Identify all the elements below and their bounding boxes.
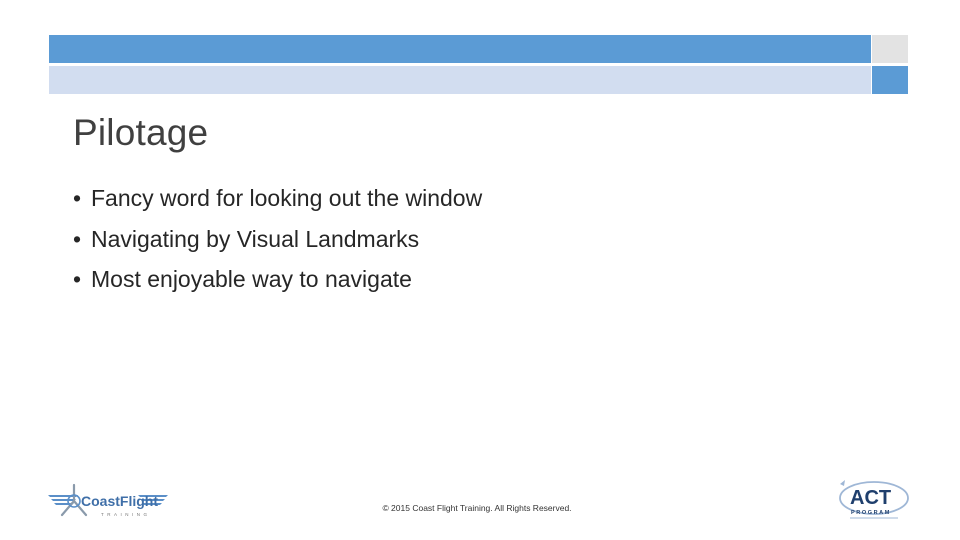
bullet-text: Most enjoyable way to navigate xyxy=(91,266,412,292)
bullet-text: Fancy word for looking out the window xyxy=(91,185,483,211)
copyright-text: © 2015 Coast Flight Training. All Rights Reserved. xyxy=(382,503,572,513)
act-subtitle: PROGRAM xyxy=(851,510,891,516)
act-wordmark: ACT xyxy=(850,487,892,509)
bullet-dot: • xyxy=(73,225,82,252)
bullet-item xyxy=(73,219,482,260)
header-band-top-end xyxy=(872,35,908,63)
slide-title: Pilotage xyxy=(73,112,209,153)
header-band-top xyxy=(49,35,871,63)
bullet-list xyxy=(73,178,482,300)
bullet-item xyxy=(73,178,482,219)
coast-flight-subtitle: TRAINING xyxy=(101,512,151,517)
header-band-second xyxy=(49,66,871,94)
copyright-footer xyxy=(0,503,960,513)
bullet-dot: • xyxy=(73,185,82,211)
bullet-dot: • xyxy=(73,266,82,292)
bullet-item xyxy=(73,259,482,300)
bullet-text: Navigating by Visual Landmarks xyxy=(91,225,420,252)
coast-flight-logo xyxy=(46,481,170,521)
act-program-logo xyxy=(832,476,912,522)
header-band-second-end xyxy=(872,66,908,94)
coast-flight-wordmark: CoastFlight xyxy=(81,493,158,509)
